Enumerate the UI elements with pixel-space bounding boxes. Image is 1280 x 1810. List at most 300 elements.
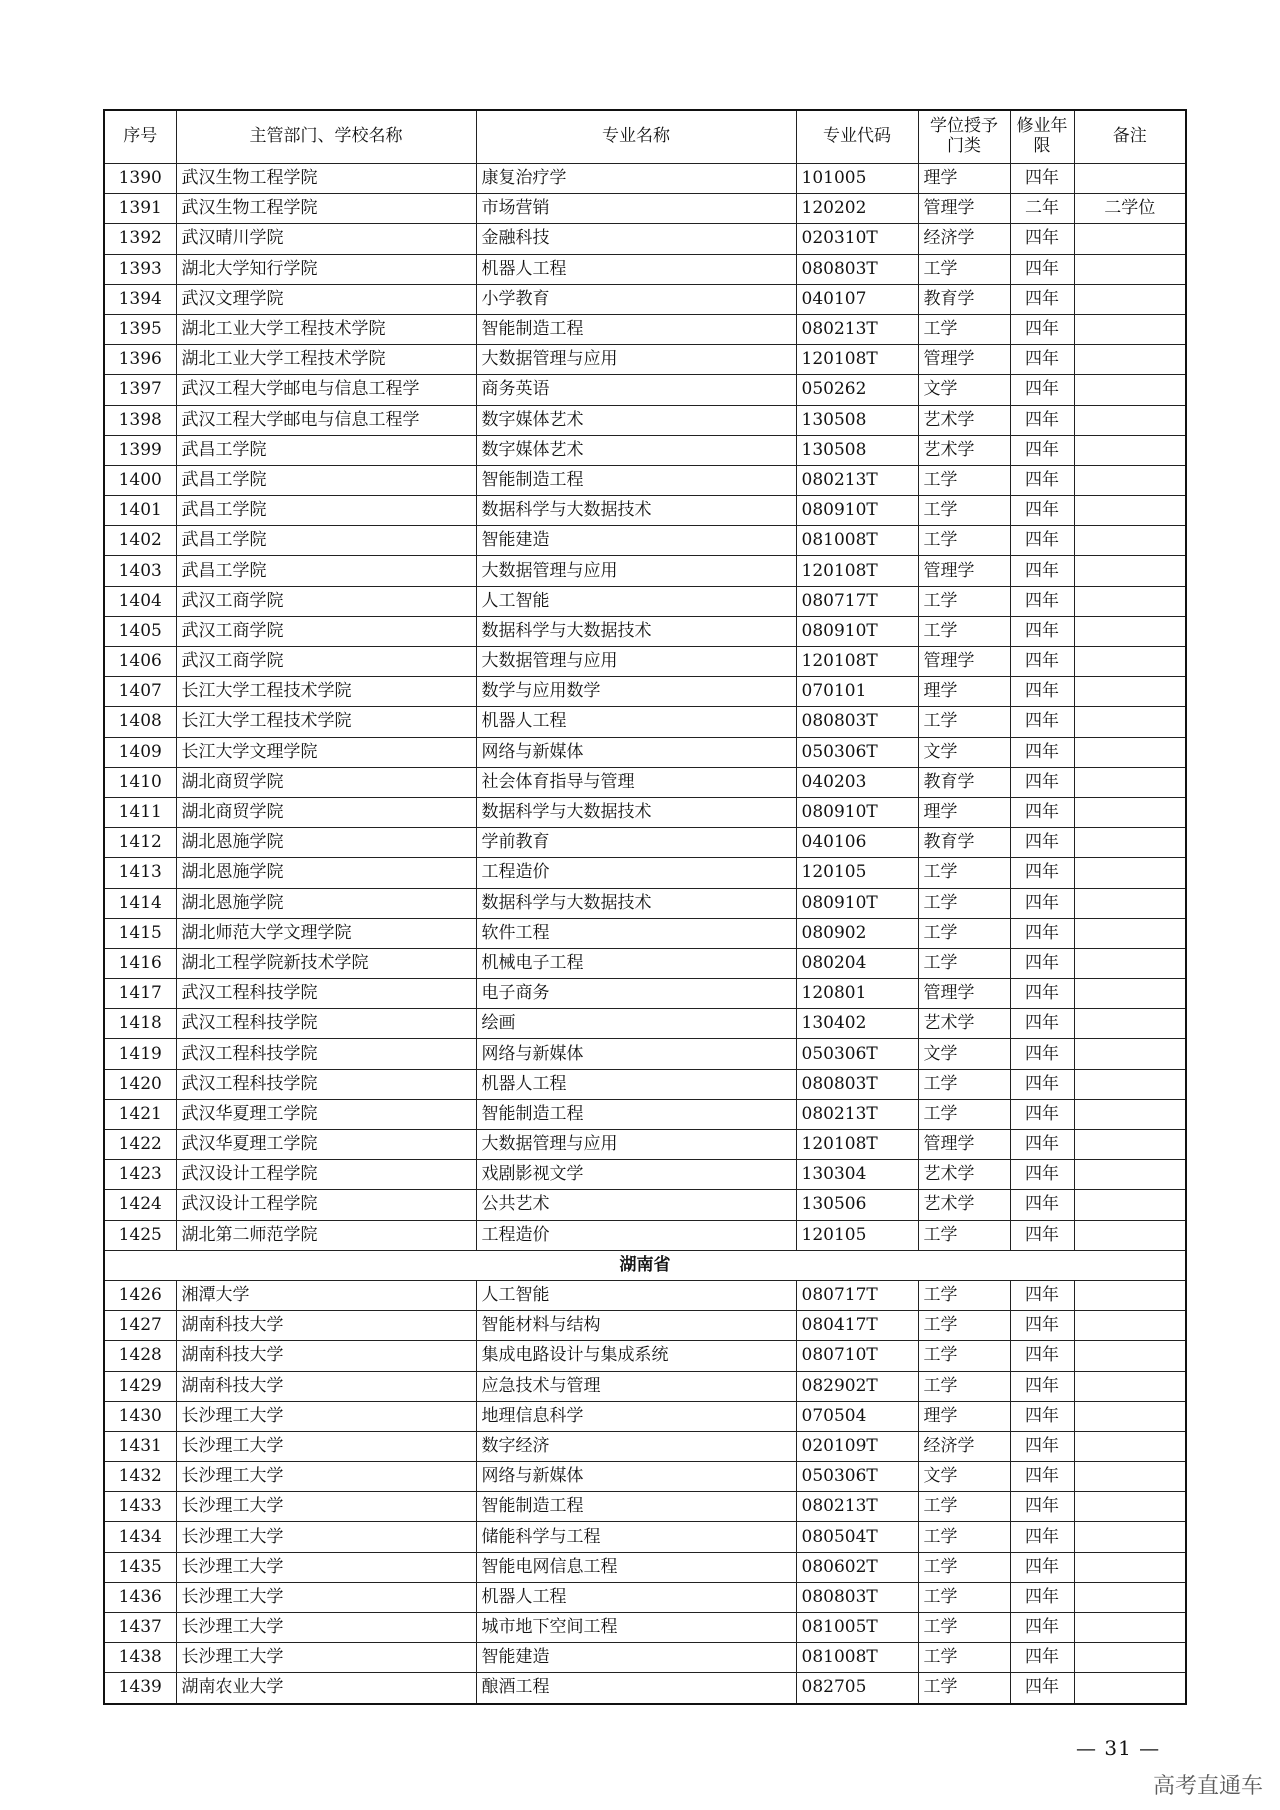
table-row [104,1371,1186,1401]
cell-code: 081005T [796,1613,918,1643]
cell-code: 050262 [796,375,918,405]
cell-degree: 工学 [918,586,1010,616]
cell-code: 101005 [796,164,918,194]
cell-major: 人工智能 [476,586,796,616]
cell-school: 湖北恩施学院 [176,858,476,888]
cell-notes [1074,284,1186,314]
cell-code: 080213T [796,1099,918,1129]
cell-notes [1074,1522,1186,1552]
table-row [104,858,1186,888]
cell-notes [1074,314,1186,344]
cell-school: 长沙理工大学 [176,1431,476,1461]
cell-index: 1429 [104,1371,176,1401]
cell-major: 城市地下空间工程 [476,1613,796,1643]
cell-index: 1395 [104,314,176,344]
cell-degree: 经济学 [918,224,1010,254]
cell-major: 地理信息科学 [476,1401,796,1431]
cell-notes [1074,1462,1186,1492]
cell-years: 四年 [1010,1039,1074,1069]
cell-notes [1074,1613,1186,1643]
cell-years: 四年 [1010,1311,1074,1341]
cell-school: 武汉工程大学邮电与信息工程学 [176,405,476,435]
header-school: 主管部门、学校名称 [176,110,476,164]
cell-notes [1074,465,1186,495]
cell-notes [1074,1130,1186,1160]
table-row [104,375,1186,405]
cell-code: 080213T [796,1492,918,1522]
cell-code: 130402 [796,1009,918,1039]
cell-school: 湖北商贸学院 [176,797,476,827]
table-row [104,1613,1186,1643]
cell-major: 智能建造 [476,526,796,556]
table-row [104,1643,1186,1673]
cell-major: 储能科学与工程 [476,1522,796,1552]
cell-years: 四年 [1010,888,1074,918]
cell-major: 康复治疗学 [476,164,796,194]
cell-major: 绘画 [476,1009,796,1039]
cell-degree: 工学 [918,1220,1010,1250]
table-row [104,767,1186,797]
cell-school: 长沙理工大学 [176,1613,476,1643]
cell-notes [1074,1160,1186,1190]
cell-index: 1434 [104,1522,176,1552]
cell-school: 武汉工程科技学院 [176,1069,476,1099]
cell-index: 1396 [104,345,176,375]
cell-code: 020109T [796,1431,918,1461]
cell-code: 080902 [796,918,918,948]
cell-years: 四年 [1010,375,1074,405]
cell-code: 080910T [796,496,918,526]
cell-degree: 工学 [918,858,1010,888]
cell-years: 四年 [1010,314,1074,344]
cell-index: 1394 [104,284,176,314]
cell-years: 四年 [1010,1130,1074,1160]
cell-code: 120108T [796,647,918,677]
table-row [104,888,1186,918]
cell-code: 080504T [796,1522,918,1552]
cell-major: 工程造价 [476,858,796,888]
cell-years: 四年 [1010,224,1074,254]
cell-major: 工程造价 [476,1220,796,1250]
cell-school: 武汉工程大学邮电与信息工程学 [176,375,476,405]
cell-notes [1074,435,1186,465]
cell-school: 武汉设计工程学院 [176,1190,476,1220]
table-row [104,918,1186,948]
cell-major: 智能建造 [476,1643,796,1673]
cell-notes [1074,405,1186,435]
cell-degree: 工学 [918,1371,1010,1401]
cell-school: 湘潭大学 [176,1280,476,1310]
cell-notes [1074,1371,1186,1401]
cell-code: 080910T [796,616,918,646]
table-row [104,496,1186,526]
cell-years: 四年 [1010,1069,1074,1099]
cell-degree: 工学 [918,314,1010,344]
cell-index: 1404 [104,586,176,616]
table-row [104,1099,1186,1129]
cell-major: 智能材料与结构 [476,1311,796,1341]
cell-notes [1074,677,1186,707]
header-degree: 学位授予门类 [918,110,1010,164]
cell-major: 小学教育 [476,284,796,314]
cell-years: 四年 [1010,405,1074,435]
cell-years: 四年 [1010,1009,1074,1039]
cell-years: 四年 [1010,1462,1074,1492]
cell-notes [1074,1069,1186,1099]
cell-notes [1074,858,1186,888]
cell-notes [1074,375,1186,405]
cell-code: 120105 [796,858,918,888]
cell-degree: 工学 [918,888,1010,918]
cell-index: 1426 [104,1280,176,1310]
cell-code: 080417T [796,1311,918,1341]
cell-years: 二年 [1010,194,1074,224]
cell-major: 学前教育 [476,828,796,858]
cell-notes [1074,767,1186,797]
cell-index: 1408 [104,707,176,737]
cell-major: 智能制造工程 [476,314,796,344]
cell-years: 四年 [1010,586,1074,616]
cell-school: 武汉工程科技学院 [176,979,476,1009]
cell-index: 1420 [104,1069,176,1099]
cell-major: 商务英语 [476,375,796,405]
cell-years: 四年 [1010,1613,1074,1643]
cell-index: 1418 [104,1009,176,1039]
cell-years: 四年 [1010,948,1074,978]
cell-code: 082902T [796,1371,918,1401]
cell-years: 四年 [1010,435,1074,465]
cell-index: 1439 [104,1673,176,1704]
cell-years: 四年 [1010,1582,1074,1612]
cell-degree: 工学 [918,1643,1010,1673]
cell-code: 050306T [796,1039,918,1069]
cell-school: 武汉文理学院 [176,284,476,314]
cell-degree: 工学 [918,254,1010,284]
cell-school: 长江大学工程技术学院 [176,677,476,707]
cell-code: 080910T [796,888,918,918]
cell-major: 数学与应用数学 [476,677,796,707]
cell-major: 大数据管理与应用 [476,1130,796,1160]
cell-major: 机器人工程 [476,1582,796,1612]
cell-school: 武汉工程科技学院 [176,1009,476,1039]
cell-years: 四年 [1010,1673,1074,1704]
cell-notes [1074,828,1186,858]
cell-major: 集成电路设计与集成系统 [476,1341,796,1371]
cell-major: 金融科技 [476,224,796,254]
cell-major: 大数据管理与应用 [476,345,796,375]
cell-notes [1074,1552,1186,1582]
table-row [104,677,1186,707]
cell-school: 长沙理工大学 [176,1582,476,1612]
cell-degree: 文学 [918,1039,1010,1069]
cell-major: 市场营销 [476,194,796,224]
cell-years: 四年 [1010,556,1074,586]
cell-notes [1074,556,1186,586]
cell-years: 四年 [1010,1552,1074,1582]
cell-school: 武汉工程科技学院 [176,1039,476,1069]
cell-school: 湖北第二师范学院 [176,1220,476,1250]
cell-school: 长沙理工大学 [176,1492,476,1522]
cell-degree: 文学 [918,375,1010,405]
table-row [104,526,1186,556]
cell-school: 武昌工学院 [176,526,476,556]
cell-index: 1411 [104,797,176,827]
header-index: 序号 [104,110,176,164]
cell-school: 长沙理工大学 [176,1401,476,1431]
cell-notes [1074,888,1186,918]
cell-years: 四年 [1010,1492,1074,1522]
cell-major: 电子商务 [476,979,796,1009]
cell-notes [1074,1643,1186,1673]
cell-index: 1428 [104,1341,176,1371]
cell-index: 1431 [104,1431,176,1461]
cell-years: 四年 [1010,1190,1074,1220]
cell-notes [1074,526,1186,556]
cell-years: 四年 [1010,1280,1074,1310]
cell-years: 四年 [1010,284,1074,314]
cell-index: 1417 [104,979,176,1009]
cell-index: 1430 [104,1401,176,1431]
cell-notes [1074,979,1186,1009]
cell-notes [1074,647,1186,677]
table-row [104,1401,1186,1431]
table-row [104,1130,1186,1160]
cell-notes [1074,1280,1186,1310]
cell-index: 1436 [104,1582,176,1612]
cell-index: 1402 [104,526,176,556]
cell-notes [1074,224,1186,254]
cell-school: 湖北大学知行学院 [176,254,476,284]
cell-years: 四年 [1010,496,1074,526]
table-row [104,1069,1186,1099]
cell-degree: 管理学 [918,194,1010,224]
cell-years: 四年 [1010,1160,1074,1190]
cell-index: 1413 [104,858,176,888]
cell-notes [1074,1431,1186,1461]
cell-major: 智能电网信息工程 [476,1552,796,1582]
cell-degree: 艺术学 [918,1160,1010,1190]
cell-major: 戏剧影视文学 [476,1160,796,1190]
cell-years: 四年 [1010,1522,1074,1552]
cell-code: 070504 [796,1401,918,1431]
cell-index: 1438 [104,1643,176,1673]
cell-index: 1421 [104,1099,176,1129]
cell-school: 长江大学工程技术学院 [176,707,476,737]
table-row [104,1311,1186,1341]
cell-major: 公共艺术 [476,1190,796,1220]
header-code: 专业代码 [796,110,918,164]
table-row [104,1160,1186,1190]
table-row [104,1492,1186,1522]
cell-school: 湖北师范大学文理学院 [176,918,476,948]
section-row [104,1250,1186,1280]
cell-index: 1406 [104,647,176,677]
cell-degree: 理学 [918,164,1010,194]
cell-years: 四年 [1010,737,1074,767]
table-row [104,1552,1186,1582]
section-label: 湖南省 [104,1250,1186,1280]
table-row [104,616,1186,646]
table-row [104,345,1186,375]
cell-major: 机械电子工程 [476,948,796,978]
cell-major: 机器人工程 [476,707,796,737]
cell-school: 湖南科技大学 [176,1371,476,1401]
cell-code: 050306T [796,737,918,767]
table-row [104,1190,1186,1220]
cell-school: 武汉工商学院 [176,586,476,616]
cell-years: 四年 [1010,465,1074,495]
cell-school: 湖北工程学院新技术学院 [176,948,476,978]
cell-years: 四年 [1010,1220,1074,1250]
cell-degree: 工学 [918,616,1010,646]
cell-code: 080803T [796,1069,918,1099]
table-row [104,797,1186,827]
cell-notes [1074,254,1186,284]
cell-degree: 工学 [918,1311,1010,1341]
cell-school: 长沙理工大学 [176,1552,476,1582]
table-row [104,164,1186,194]
table-row [104,586,1186,616]
cell-years: 四年 [1010,616,1074,646]
table-row [104,1341,1186,1371]
cell-school: 湖北恩施学院 [176,888,476,918]
cell-code: 080213T [796,314,918,344]
table-row [104,1280,1186,1310]
cell-years: 四年 [1010,254,1074,284]
cell-major: 机器人工程 [476,254,796,284]
cell-code: 130508 [796,405,918,435]
cell-index: 1433 [104,1492,176,1522]
cell-notes [1074,737,1186,767]
table-row [104,979,1186,1009]
cell-code: 120108T [796,1130,918,1160]
cell-years: 四年 [1010,526,1074,556]
cell-major: 机器人工程 [476,1069,796,1099]
cell-major: 数字媒体艺术 [476,435,796,465]
cell-index: 1407 [104,677,176,707]
cell-index: 1409 [104,737,176,767]
table-row [104,707,1186,737]
cell-school: 武昌工学院 [176,435,476,465]
cell-index: 1392 [104,224,176,254]
cell-index: 1414 [104,888,176,918]
cell-school: 武汉生物工程学院 [176,164,476,194]
cell-school: 湖南农业大学 [176,1673,476,1704]
cell-notes [1074,1039,1186,1069]
cell-code: 080803T [796,707,918,737]
cell-code: 080717T [796,1280,918,1310]
cell-degree: 理学 [918,677,1010,707]
cell-degree: 工学 [918,1492,1010,1522]
cell-years: 四年 [1010,1371,1074,1401]
cell-school: 武汉工商学院 [176,647,476,677]
table-row [104,284,1186,314]
cell-school: 湖南科技大学 [176,1341,476,1371]
table-row [104,737,1186,767]
cell-notes [1074,1009,1186,1039]
cell-degree: 艺术学 [918,405,1010,435]
cell-years: 四年 [1010,677,1074,707]
cell-school: 湖北恩施学院 [176,828,476,858]
table-row [104,1582,1186,1612]
cell-code: 040107 [796,284,918,314]
cell-major: 软件工程 [476,918,796,948]
cell-degree: 工学 [918,1552,1010,1582]
cell-notes: 二学位 [1074,194,1186,224]
cell-degree: 工学 [918,526,1010,556]
cell-notes [1074,1341,1186,1371]
cell-code: 082705 [796,1673,918,1704]
cell-degree: 艺术学 [918,1009,1010,1039]
cell-major: 数据科学与大数据技术 [476,496,796,526]
cell-major: 网络与新媒体 [476,737,796,767]
page-number: — 31 — [1076,1736,1161,1760]
table-row [104,254,1186,284]
cell-index: 1397 [104,375,176,405]
table-row [104,1039,1186,1069]
table-row [104,465,1186,495]
cell-index: 1437 [104,1613,176,1643]
cell-years: 四年 [1010,1341,1074,1371]
cell-degree: 工学 [918,1069,1010,1099]
cell-years: 四年 [1010,345,1074,375]
cell-school: 长沙理工大学 [176,1643,476,1673]
cell-notes [1074,797,1186,827]
cell-degree: 管理学 [918,345,1010,375]
table-row [104,828,1186,858]
cell-notes [1074,1311,1186,1341]
cell-notes [1074,1582,1186,1612]
cell-index: 1432 [104,1462,176,1492]
table-row [104,1009,1186,1039]
cell-notes [1074,1190,1186,1220]
cell-notes [1074,496,1186,526]
cell-index: 1401 [104,496,176,526]
cell-code: 080602T [796,1552,918,1582]
cell-code: 120108T [796,345,918,375]
cell-code: 080803T [796,254,918,284]
table-row [104,1220,1186,1250]
cell-school: 湖南科技大学 [176,1311,476,1341]
cell-degree: 教育学 [918,767,1010,797]
cell-index: 1398 [104,405,176,435]
document-sheet [103,109,1185,1705]
cell-major: 大数据管理与应用 [476,647,796,677]
cell-degree: 工学 [918,465,1010,495]
cell-major: 应急技术与管理 [476,1371,796,1401]
cell-notes [1074,1220,1186,1250]
cell-major: 数据科学与大数据技术 [476,616,796,646]
cell-school: 武昌工学院 [176,556,476,586]
cell-school: 武汉生物工程学院 [176,194,476,224]
cell-major: 网络与新媒体 [476,1462,796,1492]
cell-code: 120108T [796,556,918,586]
cell-notes [1074,918,1186,948]
cell-code: 080717T [796,586,918,616]
table-row [104,556,1186,586]
cell-code: 040203 [796,767,918,797]
cell-degree: 管理学 [918,556,1010,586]
cell-years: 四年 [1010,979,1074,1009]
cell-school: 武昌工学院 [176,496,476,526]
cell-code: 080213T [796,465,918,495]
cell-code: 081008T [796,526,918,556]
cell-years: 四年 [1010,707,1074,737]
table-body [104,164,1186,1704]
cell-notes [1074,164,1186,194]
cell-index: 1400 [104,465,176,495]
cell-index: 1435 [104,1552,176,1582]
